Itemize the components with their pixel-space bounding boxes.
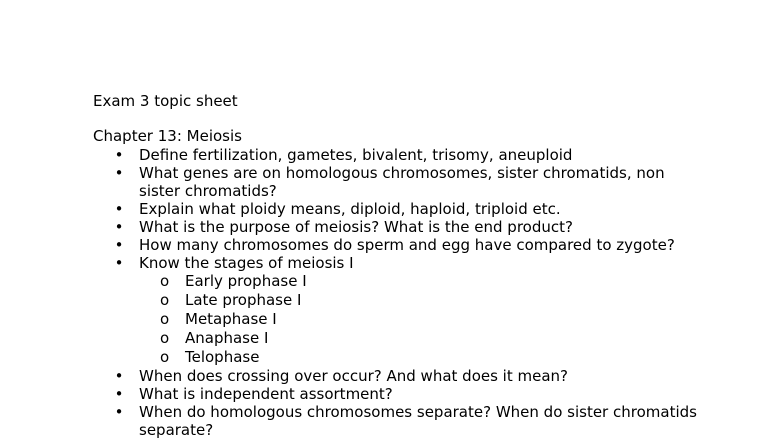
bullet-icon: • (114, 254, 124, 272)
list-item-text: What is the purpose of meiosis? What is the end product? (139, 218, 573, 236)
list-item-text: Define fertilization, gametes, bivalent, trisomy, aneuploid (139, 146, 573, 164)
list-item (0, 403, 699, 439)
bullet-icon: • (114, 385, 124, 403)
bullet-icon: • (114, 200, 124, 218)
list-item (0, 218, 699, 236)
list-item (0, 200, 699, 218)
document-title: Exam 3 topic sheet (93, 92, 238, 110)
list-item-text: When does crossing over occur? And what does it mean? (139, 367, 569, 385)
bullet-icon: • (114, 218, 124, 236)
bullet-icon: • (114, 367, 124, 385)
sub-list-item-text: Anaphase I (185, 329, 269, 347)
meiosis-stage-list (139, 272, 699, 367)
sub-list-item (160, 291, 699, 310)
sub-list-item (160, 310, 699, 329)
sub-list-item (160, 348, 699, 367)
circle-bullet-icon: o (160, 291, 170, 309)
bullet-icon: • (114, 164, 124, 182)
list-item (0, 236, 699, 254)
sub-list-item-text: Late prophase I (185, 291, 302, 309)
list-item-text: What genes are on homologous chromosomes, sister chromatids, non sister chromatids? (139, 164, 665, 200)
sub-list-item-text: Telophase (185, 348, 260, 366)
list-item (0, 164, 699, 200)
list-item (0, 254, 699, 367)
sub-list-item (160, 272, 699, 291)
list-item-text: When do homologous chromosomes separate? When do sister chromatids separate? (139, 403, 697, 439)
sub-list-item (160, 329, 699, 348)
bullet-icon: • (114, 146, 124, 164)
list-item-text: What is independent assortment? (139, 385, 393, 403)
bullet-icon: • (114, 403, 124, 421)
bullet-icon: • (114, 236, 124, 254)
circle-bullet-icon: o (160, 348, 170, 366)
circle-bullet-icon: o (160, 272, 170, 290)
topic-list (0, 146, 784, 439)
sub-list-item-text: Early prophase I (185, 272, 307, 290)
sub-list-item-text: Metaphase I (185, 310, 277, 328)
list-item-text: Know the stages of meiosis I (139, 254, 354, 272)
chapter-heading: Chapter 13: Meiosis (93, 127, 242, 145)
circle-bullet-icon: o (160, 310, 170, 328)
circle-bullet-icon: o (160, 329, 170, 347)
list-item (0, 367, 699, 385)
list-item-text: Explain what ploidy means, diploid, haploid, triploid etc. (139, 200, 561, 218)
list-item-text: How many chromosomes do sperm and egg have compared to zygote? (139, 236, 675, 254)
list-item (0, 385, 699, 403)
list-item (0, 146, 699, 164)
